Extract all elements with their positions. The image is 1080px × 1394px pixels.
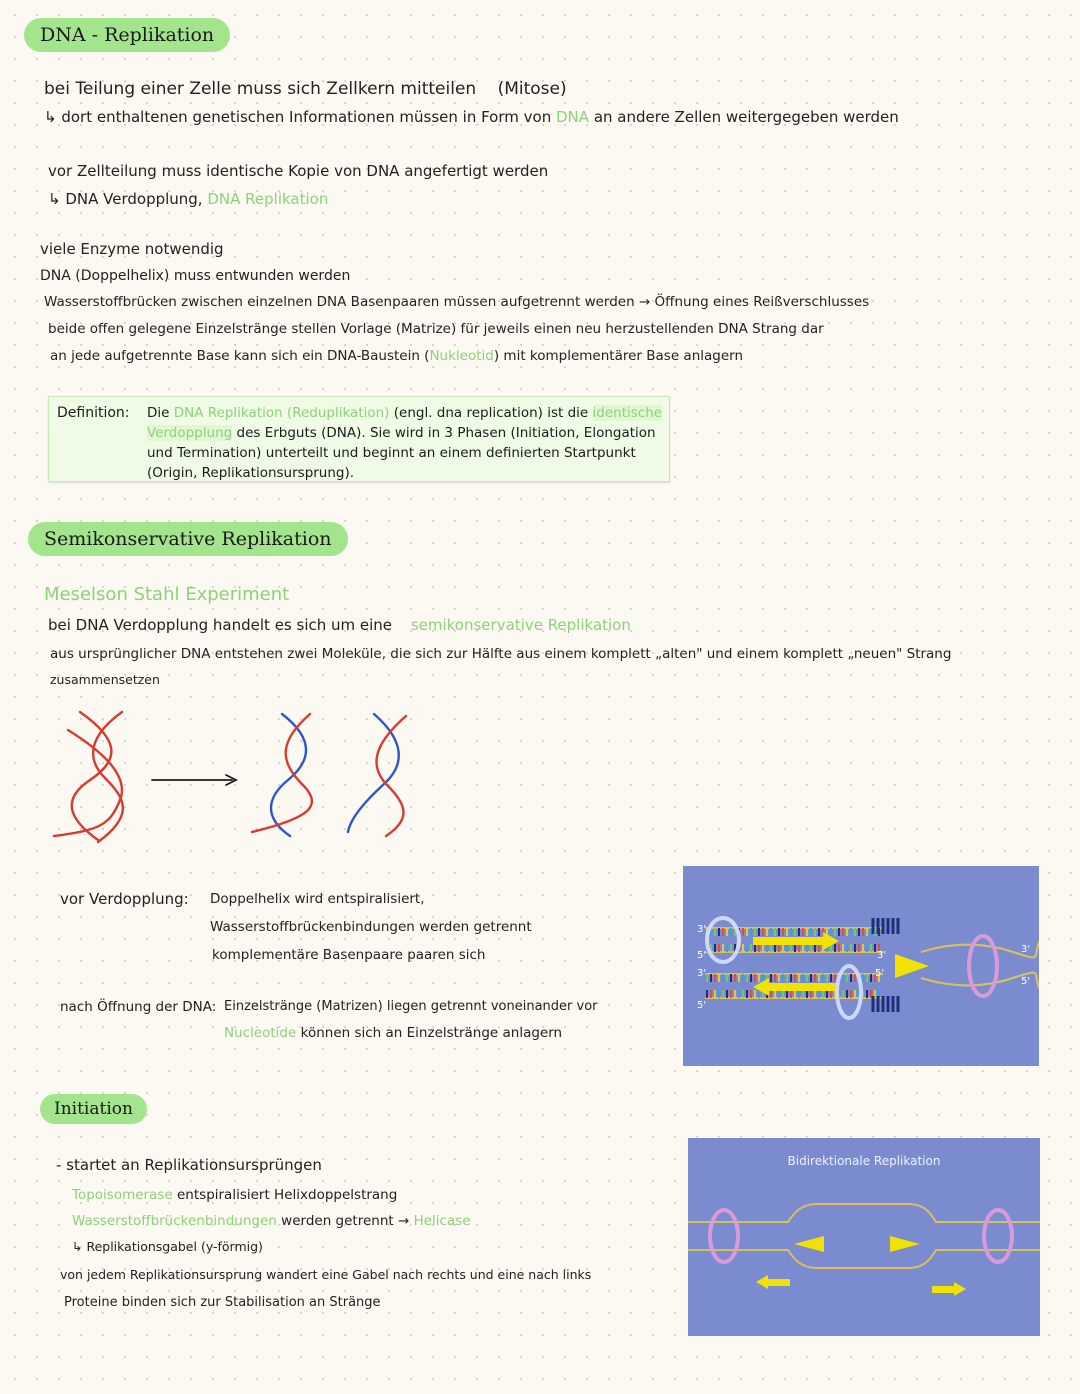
after-line-1: Einzelstränge (Matrizen) liegen getrennt voneinander vor (224, 999, 598, 1014)
right-helicase-arrow (890, 1236, 920, 1252)
meselson-line-3: zusammensetzen (50, 672, 160, 687)
topoisomerase-highlight: Topoisomerase (72, 1187, 173, 1203)
initiation-line-1: - startet an Replikationsursprüngen (56, 1156, 322, 1174)
after-line-2: Nucleotide können sich an Einzelstränge anlagern (224, 1025, 563, 1041)
wasserstoff-highlight: Wasserstoffbrückenbindungen (72, 1213, 277, 1229)
right-new-arrow (932, 1286, 954, 1293)
enzymes-line-5: an jede aufgetrennte Base kann sich ein DNA-Baustein (Nukleotid) mit komplementärer Base anlagern (50, 348, 744, 364)
polymerase-ring-left (707, 918, 739, 962)
dna-replikation-highlight: DNA Replikation (207, 190, 329, 208)
fork-label-4: 3' (877, 950, 887, 961)
meselson-title: Meselson Stahl Experiment (44, 584, 290, 605)
meselson-line-2: aus ursprünglicher DNA entstehen zwei Moleküle, die sich zur Hälfte aus einem komplett „alten" und einem komplett „neuen" Strang (50, 646, 952, 662)
fork-label-1: 5' (697, 950, 707, 961)
fork-label-6: 3' (1021, 944, 1031, 955)
replication-fork-panel (683, 866, 1039, 1066)
semikonservative-highlight: semikonservative Replikation (410, 616, 631, 634)
enzymes-line-3: Wasserstoffbrücken zwischen einzelnen DNA Basenpaaren müssen aufgetrennt werden → Öffnung eines Reißverschlusses (44, 294, 870, 310)
heading-dna-replikation: DNA - Replikation (24, 18, 230, 52)
left-helicase-arrow (794, 1236, 824, 1252)
fork-label-2: 3' (697, 968, 707, 979)
enzymes-line-4: beide offen gelegene Einzelstränge stellen Vorlage (Matrize) für jeweils einen neu herzustellenden DNA Strang dar (48, 321, 824, 337)
bidirectional-replication-panel (688, 1138, 1040, 1336)
initiation-line-2: Topoisomerase entspiralisiert Helixdoppelstrang (72, 1187, 398, 1203)
initiation-line-6: Proteine binden sich zur Stabilisation an Stränge (64, 1295, 381, 1310)
initiation-line-4: ↳ Replikationsgabel (y-förmig) (72, 1239, 263, 1254)
fork-label-5: 5' (875, 968, 885, 979)
before-label: vor Verdopplung: (60, 890, 189, 908)
replication-bubble-outline (688, 1204, 1040, 1268)
before-line-2: Wasserstoffbrückenbindungen werden getrennt (210, 919, 532, 935)
enzymes-line-2: DNA (Doppelhelix) muss entwunden werden (40, 268, 351, 284)
fork-label-7: 5' (1021, 976, 1031, 987)
meselson-line-1: bei DNA Verdopplung handelt es sich um eine semikonservative Replikation (48, 616, 631, 634)
daughter1-new-strand (252, 714, 312, 832)
helicase-arrow (895, 954, 929, 978)
dna-highlight: DNA (555, 108, 590, 126)
replication-fork-diagram (683, 866, 1039, 1066)
heading-initiation: Initiation (40, 1094, 147, 1124)
left-new-arrow (768, 1279, 790, 1286)
right-new-arrow-head (954, 1282, 966, 1296)
bidirectional-title: Bidirektionale Replikation (787, 1154, 941, 1168)
initiation-line-5: von jedem Replikationsursprung wandert eine Gabel nach rechts und eine nach links (60, 1267, 592, 1282)
intro-line-1: bei Teilung einer Zelle muss sich Zellkern mitteilen (Mitose) (44, 79, 567, 99)
daughter1-old-strand (271, 714, 306, 836)
after-label: nach Öffnung der DNA: (60, 999, 217, 1015)
leading-arrow-body (753, 937, 823, 945)
enzymes-line-1: viele Enzyme notwendig (40, 240, 224, 258)
fork-label-3: 5' (697, 1000, 707, 1011)
definition-box (48, 396, 670, 482)
before-line-3: komplementäre Basenpaare paaren sich (212, 947, 486, 963)
initiation-line-3: Wasserstoffbrückenbindungen werden getrennt → Helicase (72, 1213, 471, 1229)
intro-line-3: vor Zellteilung muss identische Kopie von DNA angefertigt werden (48, 162, 549, 180)
before-line-1: Doppelhelix wird entspiralisiert, (210, 891, 425, 907)
left-topo-ring (710, 1210, 738, 1262)
helix-replication-diagram (40, 700, 440, 850)
nukleotid-highlight: Nukleotid (429, 348, 494, 364)
heading-semikonservative-replikation: Semikonservative Replikation (28, 522, 348, 556)
nucleotide-highlight: Nucleotide (224, 1025, 297, 1041)
intro-line-2: ↳ dort enthaltenen genetischen Informationen müssen in Form von DNA an andere Zellen weitergegeben werden (44, 108, 899, 126)
bidir-base-ticks (738, 1196, 986, 1276)
lagging-arrow-body (769, 983, 839, 991)
fork-label-0: 3' (697, 924, 707, 935)
helicase-highlight: Helicase (413, 1213, 471, 1229)
right-topo-ring (984, 1210, 1012, 1262)
intro-line-4: ↳ DNA Verdopplung, DNA Replikation (48, 190, 329, 208)
left-new-arrow-head (756, 1275, 768, 1289)
definition-label: Definition: (57, 405, 130, 421)
definition-text: Die DNA Replikation (Reduplikation) (engl. dna replication) ist die identische Verdopplung des Erbguts (DNA). Sie wird in 3 Phasen (Initiation, Elongation und Termination) unterteilt und beginnt an einem definierten Startpunkt (Origin, Replikationsursprung). (147, 405, 663, 481)
